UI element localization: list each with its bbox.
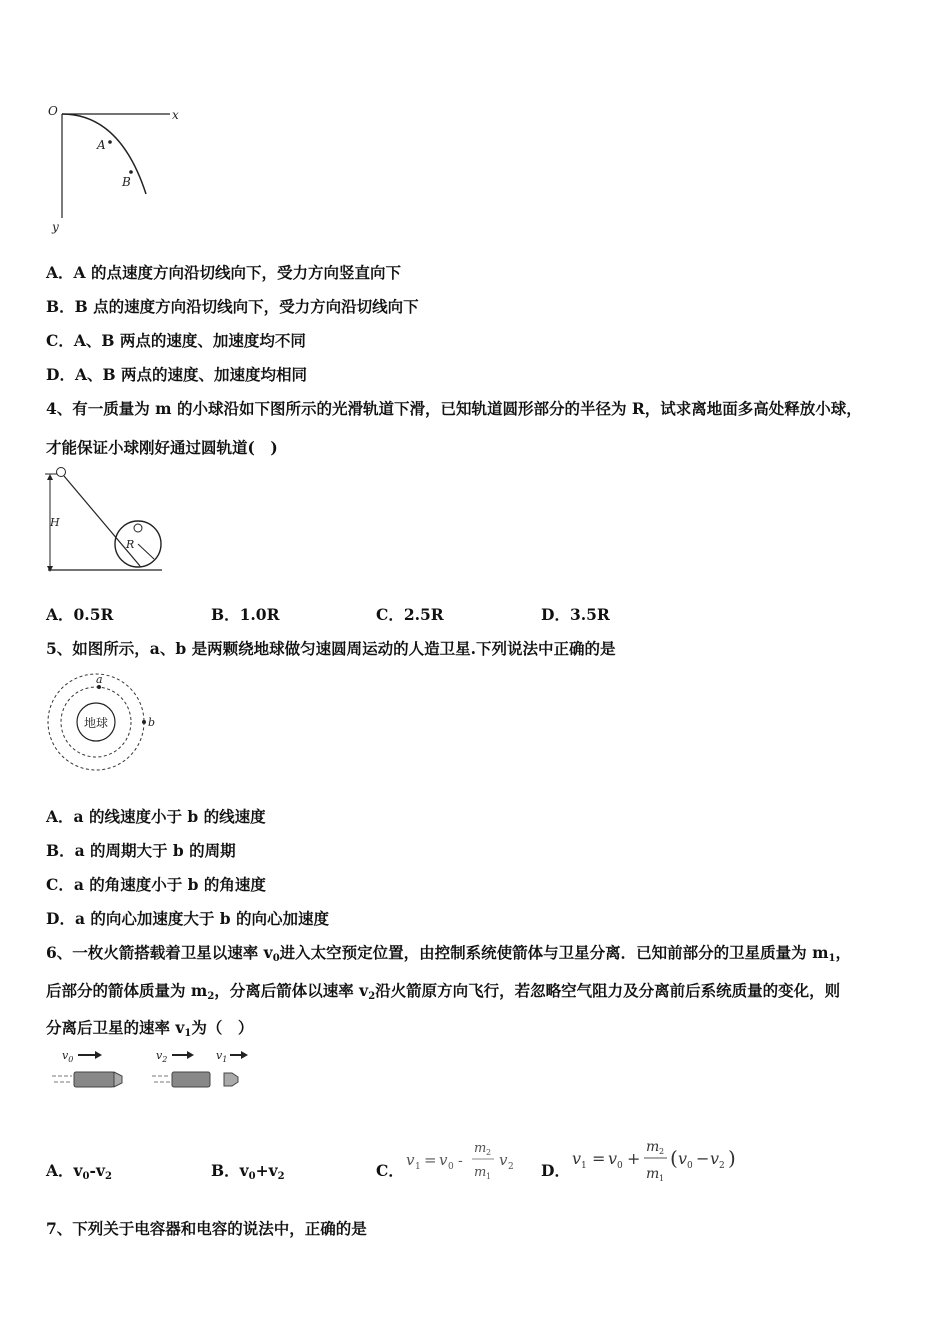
satellite-b-dot [142,720,146,724]
rocket-body [74,1072,114,1087]
q6-option-c-formula [404,1134,522,1184]
q6-option-d-formula [570,1134,742,1186]
svg-text:0: 0 [687,1161,693,1171]
svg-text:1: 1 [415,1162,421,1172]
q4-option-a: A．0.5R [46,605,114,624]
v1-label: $v_1$ [216,1049,228,1064]
svg-text:=: = [424,1151,437,1169]
q5-option-a: A．a 的线速度小于 b 的线速度 [46,807,266,826]
v1-arrow-head [241,1051,248,1059]
svg-text:v: v [678,1149,688,1168]
q4-option-b: B．1.0R [211,605,280,624]
q3-option-c: C．A、B 两点的速度、加速度均不同 [46,331,306,350]
height-label: H [50,516,60,529]
point-b-dot [129,170,133,174]
height-arrow-top [47,474,53,480]
svg-text:1: 1 [659,1174,665,1183]
earth-label: 地球 [83,716,109,730]
incline-track [64,476,140,566]
q4-stem-line2: 才能保证小球刚好通过圆轨道( ) [46,438,278,457]
svg-text:m: m [474,1141,487,1156]
svg-text:v: v [572,1149,582,1168]
q6-option-c-label: C． [376,1161,404,1180]
v0-arrow-head [95,1051,102,1059]
svg-text:−: − [696,1149,710,1168]
rocket-figure [46,1046,258,1096]
svg-text:1: 1 [486,1172,492,1181]
orbit-figure [40,670,160,774]
booster-body [172,1072,210,1087]
q3-option-a: A．A 的点速度方向沿切线向下，受力方向竖直向下 [46,263,401,282]
q5-option-c: C．a 的角速度小于 b 的角速度 [46,875,266,894]
svg-text:): ) [728,1146,736,1170]
satellite-a-label: a [96,673,103,686]
svg-text:1: 1 [581,1161,587,1171]
q3-option-b: B．B 点的速度方向沿切线向下，受力方向沿切线向下 [46,297,419,316]
svg-text:-: - [458,1153,463,1169]
q5-option-b: B．a 的周期大于 b 的周期 [46,841,236,860]
radius-label: R [126,538,135,551]
ball [57,468,66,477]
svg-text:2: 2 [719,1161,725,1171]
height-arrow-bottom [47,566,53,572]
trajectory-curve [62,114,146,194]
loop-track-figure [40,466,170,576]
svg-text:2: 2 [486,1148,492,1157]
v2-arrow-head [187,1051,194,1059]
q4-stem-line1: 4、有一质量为 m 的小球沿如下图所示的光滑轨道下滑，已知轨道圆形部分的半径为 R，试求离地面多高处释放小球， [46,399,862,418]
svg-text:2: 2 [508,1162,514,1172]
point-b-label: B [122,175,131,189]
rocket-nose [114,1072,122,1087]
q6-stem-line1: 6、一枚火箭搭载着卫星以速率 $v_0$进入太空预定位置，由控制系统使箭体与卫星分离．已知前部分的卫星质量为 $m_1$， [46,943,851,964]
satellite-body [224,1073,238,1086]
radius-line [138,544,154,559]
svg-text:0: 0 [448,1162,454,1172]
svg-text:v: v [499,1151,508,1169]
svg-text:m: m [646,1139,660,1155]
q3-option-d: D．A、B 两点的速度、加速度均相同 [46,365,307,384]
svg-text:(: ( [670,1146,678,1170]
svg-text:0: 0 [617,1161,623,1171]
origin-label: O [48,104,58,118]
q6-stem-line3: 分离后卫星的速率 $v_1$为（ ） [46,1018,254,1039]
svg-text:2: 2 [659,1147,665,1156]
point-a-label: A [97,138,106,152]
v2-label: $v_2$ [156,1049,168,1064]
svg-text:m: m [474,1165,487,1180]
trajectory-figure [40,96,190,236]
svg-text:v: v [710,1149,720,1168]
svg-text:v: v [406,1151,415,1169]
q6-option-a: A．$v_0-v_2$ [46,1161,112,1182]
svg-text:v: v [608,1149,618,1168]
svg-text:m: m [646,1166,660,1182]
loop-top-ball [134,524,142,532]
svg-text:v: v [439,1151,448,1169]
q4-option-d: D．3.5R [541,605,610,624]
q4-option-c: C．2.5R [376,605,444,624]
q5-option-d: D．a 的向心加速度大于 b 的向心加速度 [46,909,330,928]
point-a-dot [108,140,112,144]
q5-stem: 5、如图所示，a、b 是两颗绕地球做匀速圆周运动的人造卫星.下列说法中正确的是 [46,639,616,658]
v0-label: $v_0$ [62,1049,74,1064]
y-axis-label: y [52,220,59,234]
svg-text:=: = [592,1149,606,1168]
satellite-b-label: b [148,716,156,729]
q6-option-b: B．$v_0+v_2$ [211,1161,285,1182]
q6-option-d-label: D． [541,1161,570,1180]
x-axis-label: x [172,108,179,122]
svg-text:+: + [627,1149,641,1168]
q7-stem: 7、下列关于电容器和电容的说法中，正确的是 [46,1219,367,1238]
q6-stem-line2: 后部分的箭体质量为 $m_2$，分离后箭体以速率 $v_2$沿火箭原方向飞行，若忽略空气阻力及分离前后系统质量的变化，则 [46,981,841,1002]
